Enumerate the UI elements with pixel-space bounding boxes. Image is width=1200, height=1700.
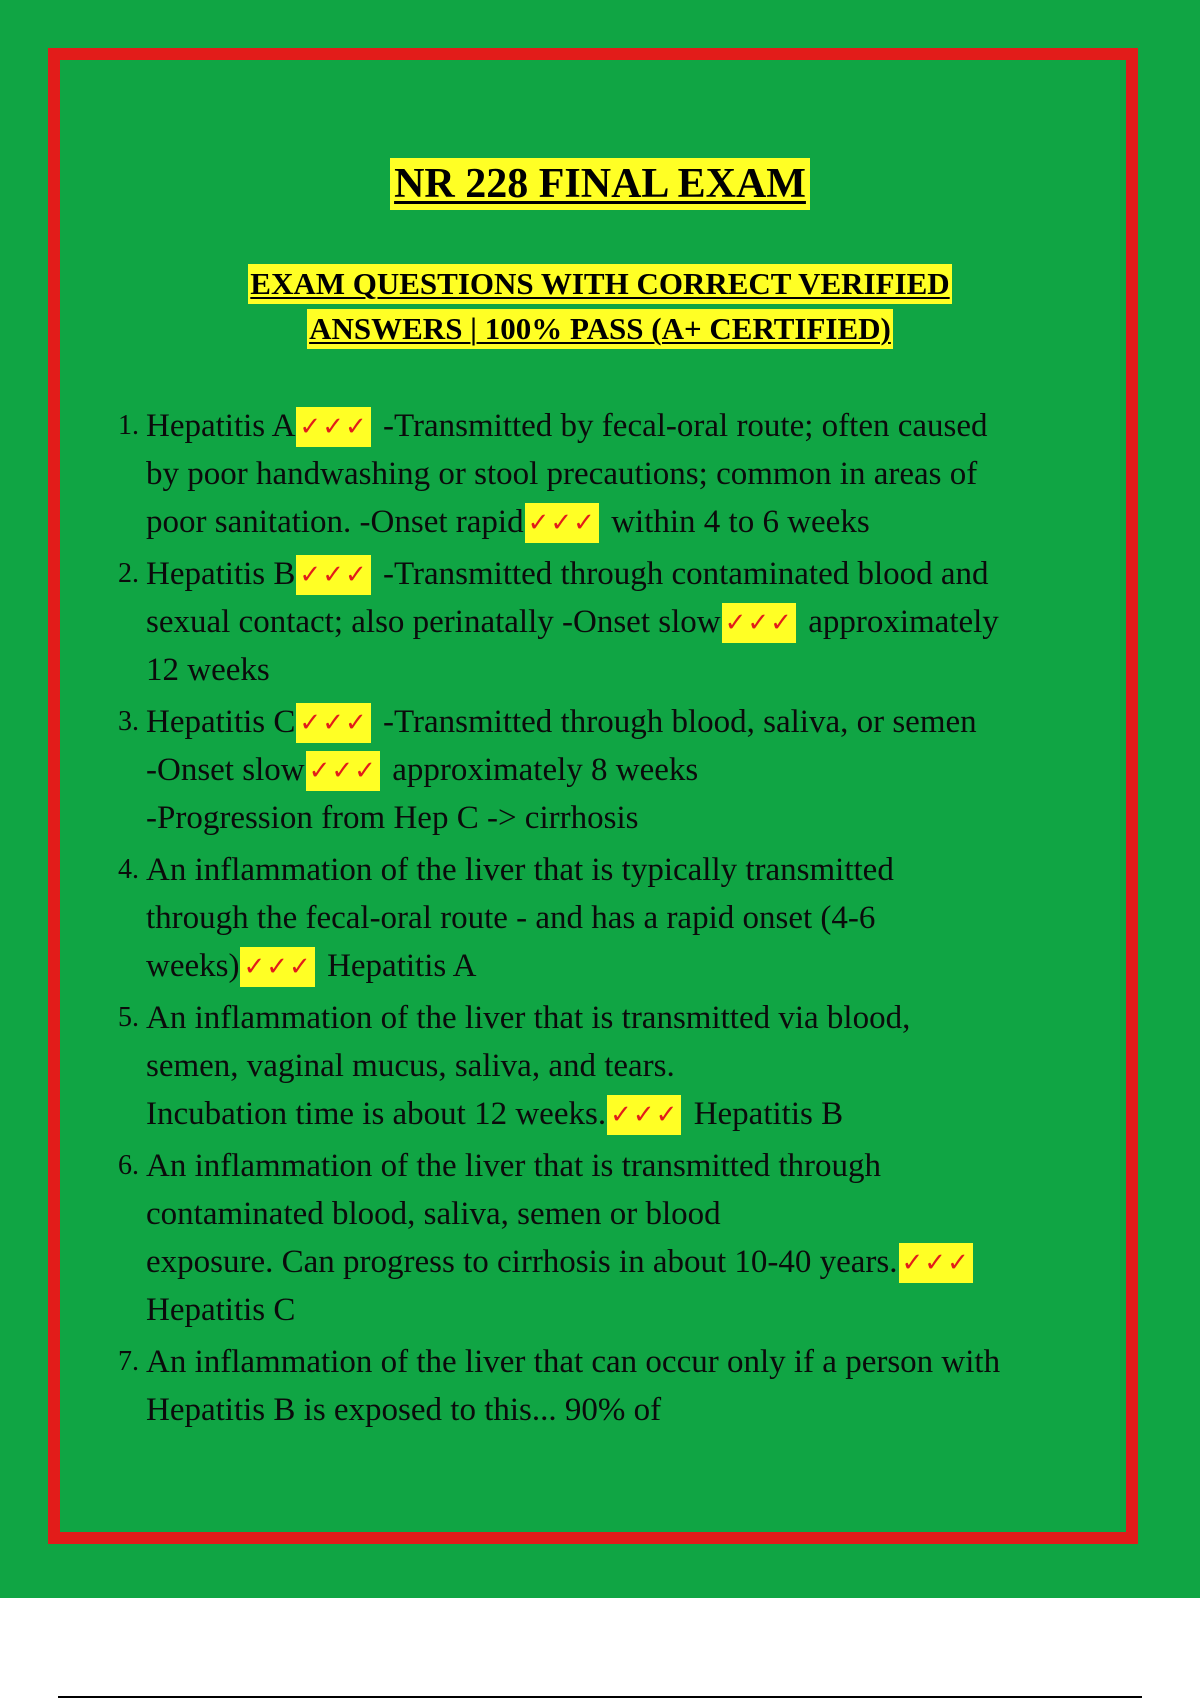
check-marks-icon: ✓✓✓	[525, 503, 599, 543]
question-number: 2.	[118, 558, 139, 589]
document-title: NR 228 FINAL EXAM	[390, 158, 810, 210]
question-number: 7.	[118, 1346, 139, 1377]
check-marks-icon: ✓✓✓	[722, 603, 796, 643]
question-text: Hepatitis B ✓✓✓ -Transmitted through contaminated blood and sexual contact; also perinatally -Onset slow ✓✓✓ approximately 12 weeks	[146, 556, 999, 688]
question-item-6	[118, 1142, 1118, 1334]
check-marks-icon: ✓✓✓	[306, 751, 380, 791]
check-marks-icon: ✓✓✓	[296, 555, 370, 595]
question-item-1	[118, 402, 1118, 546]
page-bottom-rule	[58, 1696, 1142, 1698]
question-text: An inflammation of the liver that is transmitted through contaminated blood, saliva, semen or blood exposure. Can progress to cirrhosis in about 10-40 years. ✓✓✓ Hepatitis C	[146, 1142, 1118, 1334]
subtitle-container	[0, 264, 1200, 354]
title-container	[0, 158, 1200, 210]
question-list	[118, 402, 1118, 1438]
question-number: 3.	[118, 706, 139, 737]
question-text: Hepatitis C ✓✓✓ -Transmitted through blood, saliva, or semen -Onset slow ✓✓✓ approximately 8 weeks -Progression from Hep C -> cirrhosis	[146, 704, 977, 836]
question-text: An inflammation of the liver that is transmitted via blood, semen, vaginal mucus, saliva, and tears. Incubation time is about 12 weeks. ✓✓✓ Hepatitis B	[146, 994, 1118, 1138]
subtitle-line-1: EXAM QUESTIONS WITH CORRECT VERIFIED	[248, 264, 951, 304]
question-item-7	[118, 1338, 1118, 1434]
question-item-5	[118, 994, 1118, 1138]
question-item-2	[118, 550, 1118, 694]
check-marks-icon: ✓✓✓	[899, 1243, 973, 1283]
question-text: An inflammation of the liver that is typically transmitted through the fecal-oral route - and has a rapid onset (4-6 weeks) ✓✓✓ Hepatitis A	[146, 846, 1118, 990]
question-item-4	[118, 846, 1118, 990]
check-marks-icon: ✓✓✓	[607, 1095, 681, 1135]
check-marks-icon: ✓✓✓	[296, 703, 370, 743]
check-marks-icon: ✓✓✓	[296, 407, 370, 447]
question-number: 6.	[118, 1150, 139, 1181]
question-number: 1.	[118, 410, 139, 441]
question-item-3	[118, 698, 1118, 842]
subtitle-line-2: ANSWERS | 100% PASS (A+ CERTIFIED)	[307, 309, 893, 349]
question-number: 5.	[118, 1002, 139, 1033]
question-text: Hepatitis A ✓✓✓ -Transmitted by fecal-oral route; often caused by poor handwashing or stool precautions; common in areas of poor sanitation. -Onset rapid ✓✓✓ within 4 to 6 weeks	[146, 402, 1118, 546]
question-number: 4.	[118, 854, 139, 885]
check-marks-icon: ✓✓✓	[240, 947, 314, 987]
question-text: An inflammation of the liver that can occur only if a person with Hepatitis B is exposed to this... 90% of	[146, 1344, 1001, 1428]
